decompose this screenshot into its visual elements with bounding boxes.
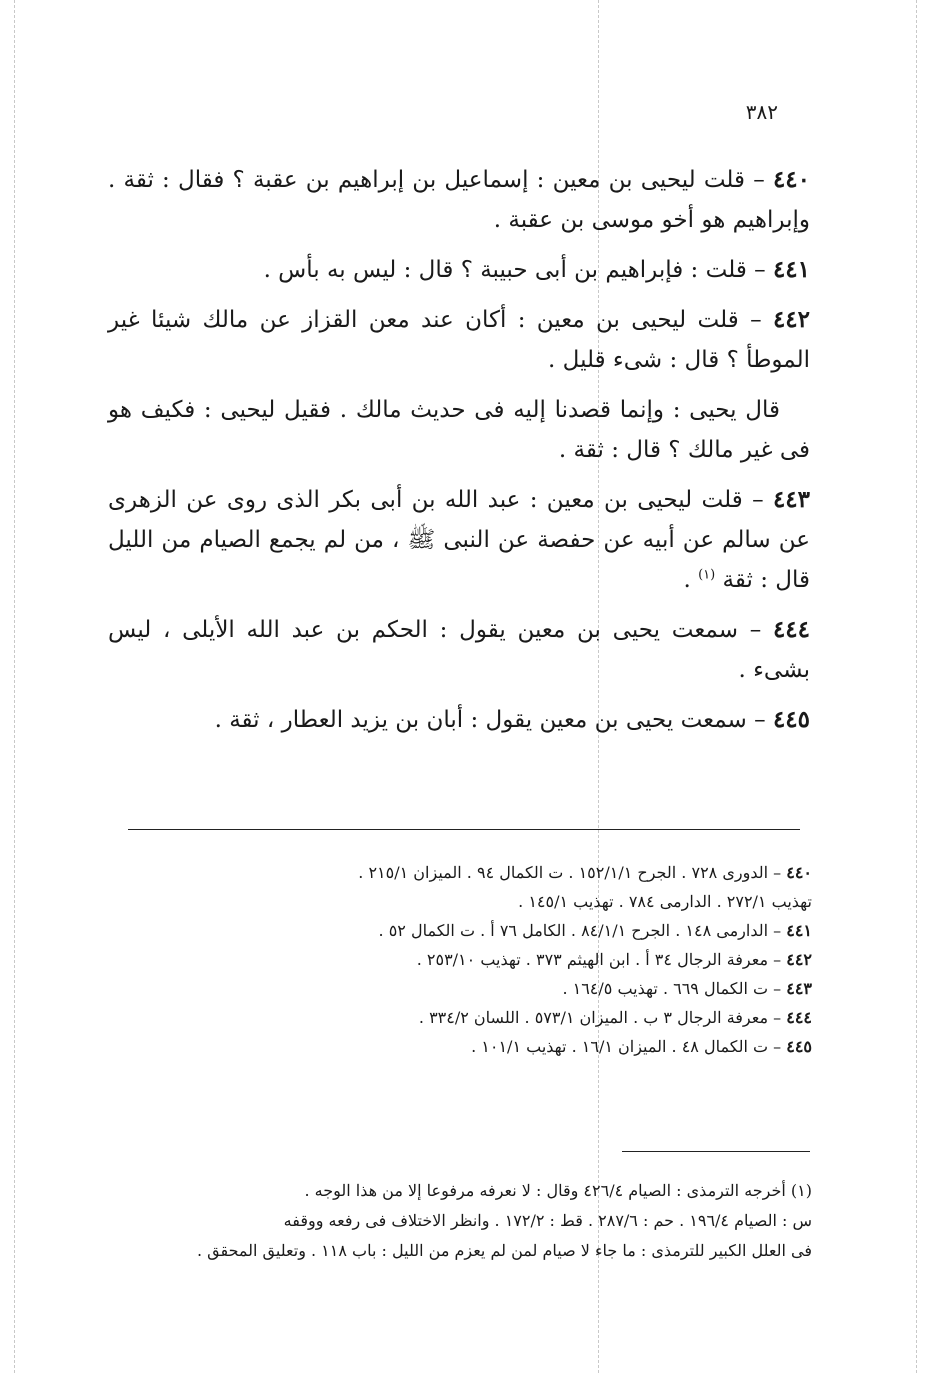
source-number: ٤٤٣ [786,979,812,998]
footnote-divider [622,1151,810,1152]
entry-number: ٤٤٠ [772,166,810,193]
entry-text: – سمعت يحيى بن معين يقول : أبان بن يزيد العطار ، ثقة . [214,707,766,733]
source-text: – الدورى ٧٢٨ . الجرح ١٥٢/١/١ . ت الكمال ٩٤ . الميزان ٢١٥/١ . [358,863,782,882]
source-text: – معرفة الرجال ٣٤ أ . ابن الهيثم ٣٧٣ . تهذيب ٢٥٣/١٠ . [416,950,782,969]
footnote-line: (١) أخرجه الترمذى : الصيام ٤٢٦/٤ وقال : لا نعرفه مرفوعا إلا من هذا الوجه . [304,1181,812,1200]
footnote [112,1176,812,1266]
entry-text: – سمعت يحيى بن معين يقول : الحكم بن عبد الله الأيلى ، ليس بشىء . [108,617,810,683]
sources-list [112,858,812,1061]
source-row [112,1003,812,1032]
sources-divider [128,829,800,830]
entry-number: ٤٤٥ [772,706,810,733]
entry-445 [108,700,810,740]
entry-443 [108,480,810,600]
source-text: – ت الكمال ٤٨ . الميزان ١٦/١ . تهذيب ١٠١/١ . [471,1037,782,1056]
entry-444 [108,610,810,690]
entry-number: ٤٤٢ [772,306,810,333]
source-number: ٤٤٢ [786,950,812,969]
source-row [112,1032,812,1061]
source-row [112,916,812,945]
page-number: ٣٨٢ [745,100,778,124]
footnote-line: فى العلل الكبير للترمذى : ما جاء لا صيام لمن لم يعزم من الليل : باب ١١٨ . وتعليق المحقق . [196,1241,812,1260]
entry-text: – قلت ليحيى بن معين : إسماعيل بن إبراهيم بن عقبة ؟ فقال : ثقة . وإبراهيم هو أخو موسى بن عقبة . [108,167,810,233]
entry-number: ٤٤١ [772,256,810,283]
entry-number: ٤٤٤ [772,616,810,643]
source-row [112,887,812,916]
entry-number: ٤٤٣ [772,486,810,513]
entry-442-continuation [108,390,810,470]
source-number: ٤٤٤ [786,1008,812,1027]
source-row [112,858,812,887]
source-number: ٤٤١ [786,921,812,940]
source-row [112,945,812,974]
source-number: ٤٤٥ [786,1037,812,1056]
main-text [108,160,810,750]
source-number: ٤٤٠ [786,863,812,882]
footnote-line: س : الصيام ١٩٦/٤ . حم : ٢٨٧/٦ . قط : ١٧٢/٢ . وانظر الاختلاف فى رفعه ووقفه [283,1211,812,1230]
source-text: – معرفة الرجال ٣ ب . الميزان ٥٧٣/١ . اللسان ٣٣٤/٢ . [418,1008,782,1027]
entry-440 [108,160,810,240]
entry-text: – قلت ليحيى بن معين : عبد الله بن أبى بكر الذى روى عن الزهرى عن سالم عن أبيه عن حفصة عن النبى ﷺ ، من لم يجمع الصيام من الليل قال : ثقة [108,487,810,593]
entry-tail: . [683,567,691,593]
scan-guide-line [14,0,15,1373]
entry-442 [108,300,810,380]
source-text: – الدارمى ١٤٨ . الجرح ٨٤/١/١ . الكامل ٧٦ أ . ت الكمال ٥٢ . [378,921,782,940]
source-text: – ت الكمال ٦٦٩ . تهذيب ١٦٤/٥ . [562,979,782,998]
entry-text: – قلت ليحيى بن معين : أكان عند معن القزاز عن مالك شيئا غير الموطأ ؟ قال : شىء قليل . [108,307,810,373]
entry-text: قال يحيى : وإنما قصدنا إليه فى حديث مالك . فقيل ليحيى : فكيف هو فى غير مالك ؟ قال : ثقة . [108,397,810,463]
entry-text: – قلت : فإبراهيم بن أبى حبيبة ؟ قال : ليس به بأس . [263,257,766,283]
entry-441 [108,250,810,290]
source-text: تهذيب ٢٧٢/١ . الدارمى ٧٨٤ . تهذيب ١٤٥/١ . [518,892,812,911]
scan-guide-line [916,0,917,1373]
footnote-ref[interactable]: (١) [698,567,716,583]
source-row [112,974,812,1003]
